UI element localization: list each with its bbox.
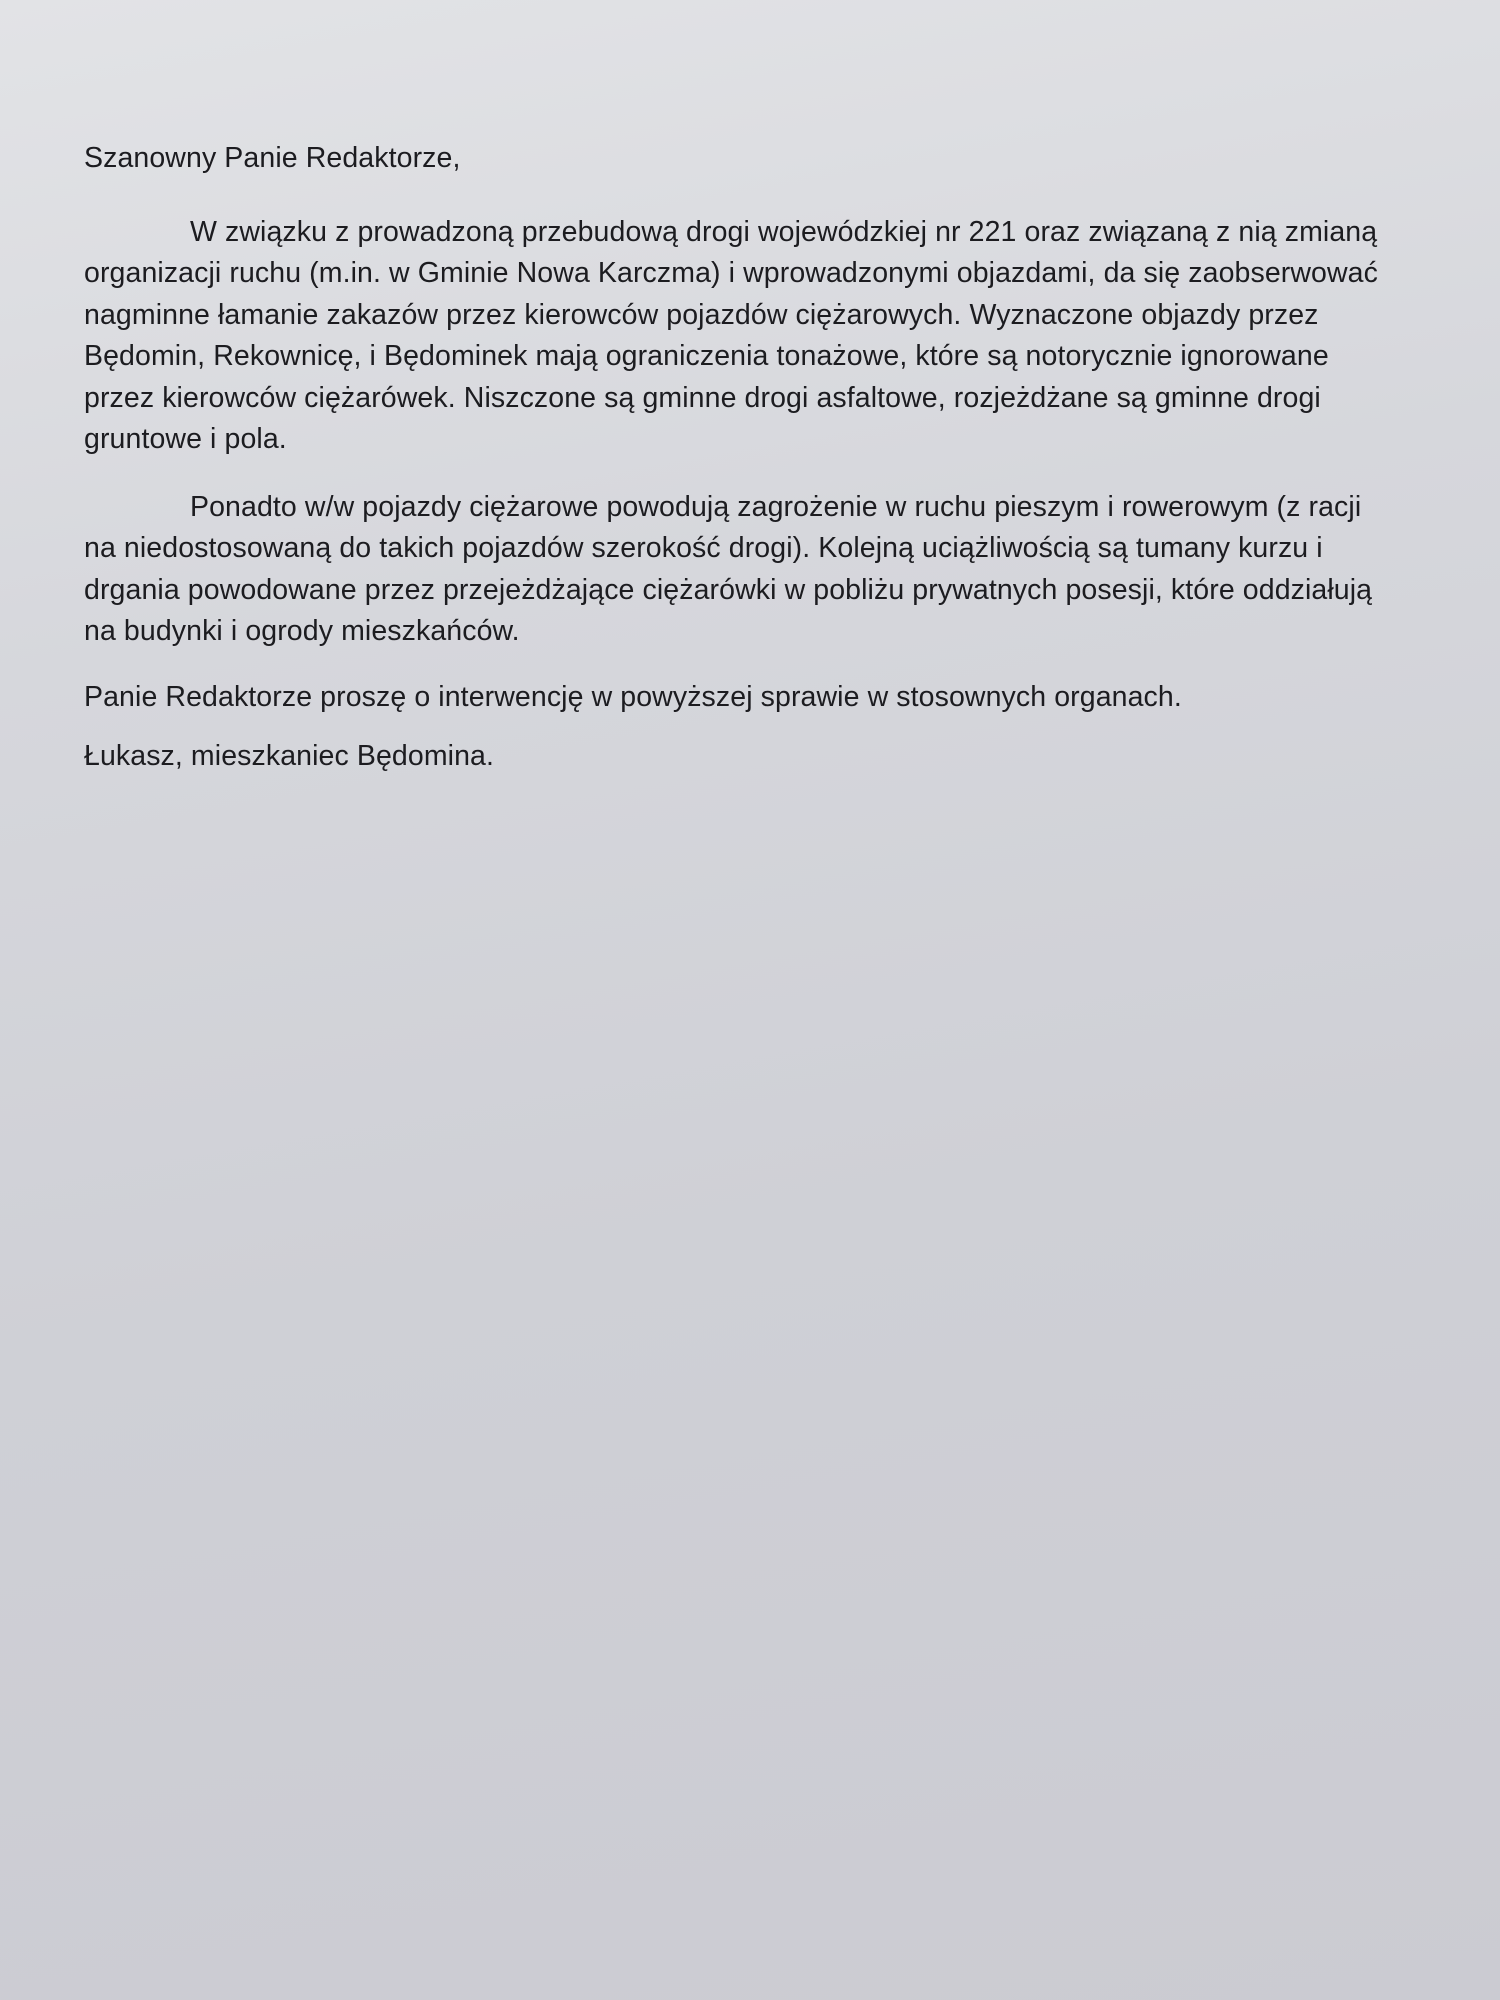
letter-signature: Łukasz, mieszkaniec Będomina. [84, 740, 495, 772]
letter-body [84, 138, 1414, 778]
paragraph-line: organizacji ruchu (m.in. w Gminie Nowa Karczma) i wprowadzonymi objazdami, da się zaobserwować [84, 257, 1378, 289]
paragraph-line: Będomin, Rekownicę, i Będominek mają ograniczenia tonażowe, które są notorycznie ignorowane [84, 340, 1329, 372]
paragraph-line: Ponadto w/w pojazdy ciężarowe powodują zagrożenie w ruchu pieszym i rowerowym (z racji [190, 490, 1362, 523]
letter-paragraph-1 [84, 212, 1414, 461]
paragraph-line: na budynki i ogrody mieszkańców. [84, 615, 520, 647]
letter-request: Panie Redaktorze proszę o interwencję w powyższej sprawie w stosownych organach. [84, 680, 1182, 713]
paragraph-line: nagminne łamanie zakazów przez kierowców pojazdów ciężarowych. Wyznaczone objazdy przez [84, 298, 1319, 331]
paragraph-line: przez kierowców ciężarówek. Niszczone są gminne drogi asfaltowe, rozjeżdżane są gminne drogi [84, 381, 1321, 414]
letter-paragraph-2 [84, 487, 1414, 653]
paragraph-line: W związku z prowadzoną przebudową drogi wojewódzkiej nr 221 oraz związaną z nią zmianą [190, 215, 1378, 248]
paragraph-line: drgania powodowane przez przejeżdżające ciężarówki w pobliżu prywatnych posesji, które oddziałują [84, 573, 1373, 606]
paragraph-line: na niedostosowaną do takich pojazdów szerokość drogi). Kolejną uciążliwością są tumany kurzu i [84, 532, 1323, 564]
letter-salutation: Szanowny Panie Redaktorze, [84, 142, 461, 174]
paragraph-line: gruntowe i pola. [84, 423, 287, 455]
